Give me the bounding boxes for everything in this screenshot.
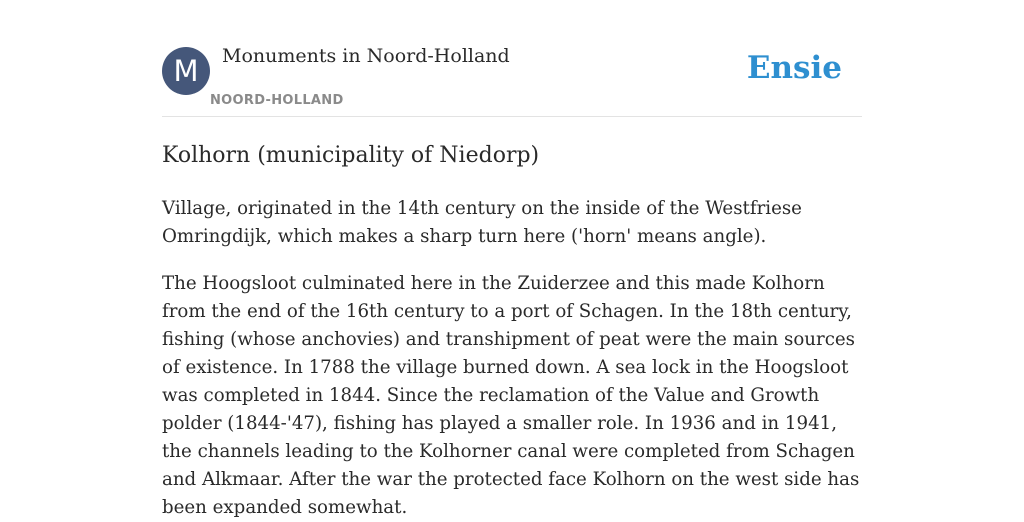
page [162, 0, 862, 518]
article-title: Kolhorn (municipality of Niedorp) [162, 143, 540, 168]
header [162, 0, 862, 117]
site-title[interactable]: Monuments in Noord-Holland [222, 45, 510, 67]
article-paragraph: The Hoogsloot culminated here in the Zuiderzee and this made Kolhorn from the end of the 16th century to a port of Schagen. In the 18th century, fishing (whose anchovies) and transhipment of peat were the main sources of existence. In 1788 the village burned down. A sea lock in the Hoogsloot was completed in 1844. Since the reclamation of the Value and Growth polder (1844-'47), fishing has played a smaller role. In 1936 and in 1941, the channels leading to the Kolhorner canal were completed from Schagen and Alkmaar. After the war the protected face Kolhorn on the west side has been expanded somewhat. [162, 273, 860, 518]
ensie-logo[interactable]: Ensie [746, 50, 842, 86]
article-paragraph: Village, originated in the 14th century on the inside of the Westfriese Omringdijk, which makes a sharp turn here ('horn' means angle). [162, 198, 802, 247]
site-subtitle[interactable]: NOORD-HOLLAND [210, 93, 344, 108]
avatar[interactable]: M [162, 47, 210, 95]
